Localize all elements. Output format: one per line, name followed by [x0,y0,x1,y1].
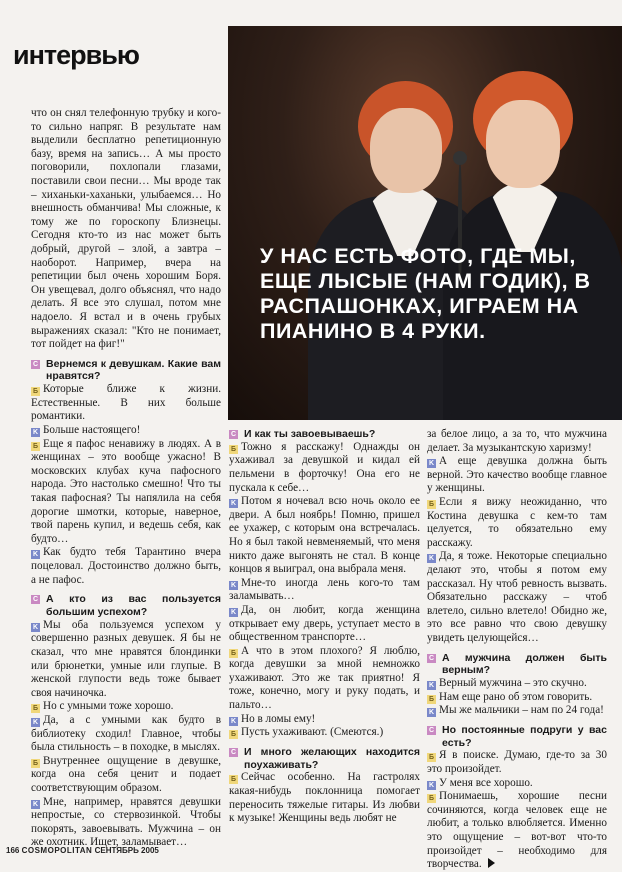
answer: Б Тожно я расскажу! Однажды он ухаживал за девушкой и кидал ей пельмени в форточку! Она его не пускала к себе… [229,440,420,494]
boris-badge-icon: Б [428,795,435,803]
kostya-badge-icon: K [32,429,39,437]
question [427,652,607,678]
kostya-badge-icon: K [32,718,39,726]
question [31,593,221,619]
answer: Б Сейчас особенно. На гастролях какая-нибудь поклонница помогает переносить тяжелые гитары. Из любви к музыке! Женщины ведь любят не [229,771,420,825]
kostya-badge-icon: K [230,500,237,508]
cosmo-badge-icon: C [32,596,39,604]
boris-badge-icon: Б [32,388,39,396]
kostya-badge-icon: K [230,581,237,589]
answer: Б Еще я пафос ненавижу в людях. А в женщинах – это вообще ужасно! В московских клубах куча пафосного народа. Это настолько смешно! Что ты такая пафосная? Ты напялила на себя дорогие шмотки, которые, наверное, твой парень купил, и ведешь себя, как будто… [31,437,221,545]
magazine-name: COSMOPOLITAN [21,846,93,855]
answer: K Как будто тебя Тарантино вчера поцеловал. Достоинство должно быть, а не пафос. [31,546,221,586]
twins-photo [228,26,622,420]
answer: K У меня все хорошо. [428,776,533,789]
kostya-badge-icon: K [428,682,435,690]
question-text: А мужчина должен быть верным? [442,651,607,677]
boris-badge-icon: Б [230,731,237,739]
answer: Б Но с умными тоже хорошо. [32,700,174,713]
microphone-icon [453,151,467,165]
answer: K Мы же мальчики – нам по 24 года! [428,704,604,717]
kostya-badge-icon: K [32,551,39,559]
answer: Б Которые ближе к жизни. Естественные. В них больше романтики. [31,383,221,423]
question [229,428,420,441]
boris-badge-icon: Б [428,695,435,703]
pull-quote: У НАС ЕСТЬ ФОТО, ГДЕ МЫ, ЕЩЕ ЛЫСЫЕ (НАМ ГОДИК), В РАСПАШОНКАХ, ИГРАЕМ НА ПИАНИНО В 4 РУКИ. [260,244,591,343]
question-text: Вернемся к девушкам. Какие вам нравятся? [46,357,221,383]
answer: K Мне-то иногда лень кого-то там заламывать… [229,576,420,603]
answer: K Да, я тоже. Некоторые специально делают это, чтобы я потом ему рассказал. Ну чтоб ревность вызвать. Обязательно расскажу – чтоб влетело, сильно влетело! Обидно же, это все равно что свою девушку увидеть целующейся… [427,550,607,644]
kostya-badge-icon: K [428,460,435,468]
answer: Б Пусть ухаживают. (Смеются.) [230,726,384,739]
issue-date: СЕНТЯБРЬ 2005 [94,846,159,855]
answer: Б Внутреннее ощущение в девушке, когда она себя ценит и подает соответствующим образом. [31,754,221,794]
kostya-badge-icon: K [428,555,435,563]
answer: K А еще девушка должна быть верной. Это качество вообще главное у женщины. [427,455,607,495]
continue-arrow-icon [488,858,495,868]
answer: Б Нам еще рано об этом говорить. [428,690,593,703]
boris-badge-icon: Б [32,705,39,713]
boris-badge-icon: Б [428,754,435,762]
answer: K Но в ломы ему! [230,712,316,725]
column-3 [427,428,607,872]
page-number: 166 [6,846,20,855]
page-footer [6,846,159,855]
kostya-badge-icon: K [32,800,39,808]
answer: Б Понимаешь, хорошие песни сочиняются, когда человек еще не любит, а только влюбляется. Именно это ощущение – вот-вот что-то произойдет – необходимо для творчества. [427,790,607,871]
boris-badge-icon: Б [230,776,237,784]
question-text: А кто из вас пользуется большим успехом? [46,593,221,618]
kostya-badge-icon: K [32,623,39,631]
person-left-face [370,108,442,193]
kostya-badge-icon: K [230,717,237,725]
cosmo-badge-icon: C [428,726,435,734]
column-1 [31,107,221,850]
answer: K Мы оба пользуемся успехом у совершенно разных девушек. Я бы не сказал, что мне нравятся блондинки или брюнетки, умные или глупые. В женской глупости ведь тоже бывает своя начиночка. [31,618,221,699]
question [229,746,420,772]
column-2 [229,428,420,826]
boris-badge-icon: Б [32,759,39,767]
section-title: интервью [13,40,139,70]
kostya-badge-icon: K [230,608,237,616]
cosmo-badge-icon: C [230,748,237,756]
answer: Б Если я вижу неожиданно, что Костина девушка с кем-то там целуется, то обязательно ему расскажу. [427,495,607,549]
boris-badge-icon: Б [428,500,435,508]
answer: Б Я в поиске. Думаю, где-то за 30 это произойдет. [427,749,607,776]
question [31,358,221,384]
question [427,724,607,750]
question-text: И много желающих находится поухаживать? [244,745,420,771]
answer: Б А что в этом плохого? Я люблю, когда девушки за мной немножко ухаживают. Это же так приятно! Я тоже, конечно, могу и руку подать, и пальто… [229,644,420,712]
cosmo-badge-icon: C [230,431,237,438]
answer: K Да, он любит, когда женщина открывает ему дверь, уступает место в общественном транспорте… [229,603,420,644]
paragraph: за белое лицо, а за то, что мужчина делает. За музыкантскую харизму! [427,428,607,454]
answer: K Да, а с умными как будто в библиотеку сходил! Главное, чтобы была стильность – в походке, в мыслях. [31,713,221,754]
answer: K Мне, например, нравятся девушки непростые, со стервозинкой. Чтобы покорять, завоевывать. Мужчина – он же охотник. Ищет, заламывает… [31,795,221,849]
boris-badge-icon: Б [230,649,237,657]
question-text: И как ты завоевываешь? [244,428,376,440]
boris-badge-icon: Б [230,445,237,453]
kostya-badge-icon: K [428,709,435,717]
boris-badge-icon: Б [32,442,39,450]
kostya-badge-icon: K [428,781,435,789]
cosmo-badge-icon: C [428,654,435,662]
question-text: Но постоянные подруги у вас есть? [442,723,607,749]
answer: K Верный мужчина – это скучно. [428,677,587,690]
answer: K Больше настоящего! [32,424,141,437]
person-right-face [486,100,560,188]
cosmo-badge-icon: C [32,360,39,368]
answer: K Потом я ночевал всю ночь около ее двери. А был ноябрь! Помню, пришел ее ухажер, с которым она встречалась. Но я был такой невменяемый, что меня никто даже выгонять не стал. В конце концов я выиграл, она выбрала меня. [229,495,420,576]
paragraph: что он снял телефонную трубку и кого-то сильно напряг. В результате нам выделили бесплатно репетиционную базу, время на запись… А мы просто поговорили, похлопали глазами, поставили свои песни… Мы вроде так – хиханьки-хаханьки, улыбаемся… Но внешность обманчива! Мы сложные, к тому же по гороскопу Близнецы. Сегодня кто-то из нас может быть добрый, другой – злой, а завтра – наоборот. Например, вчера на репетиции был очень хорошим Боря. Он увещевал, долго объяснял, что надо делать. Я все это слушал, потом мне надоело. Я встал и в очень грубых выражениях сказал: "Кто не понимает, тот пойдет на фиг!" [31,107,221,351]
